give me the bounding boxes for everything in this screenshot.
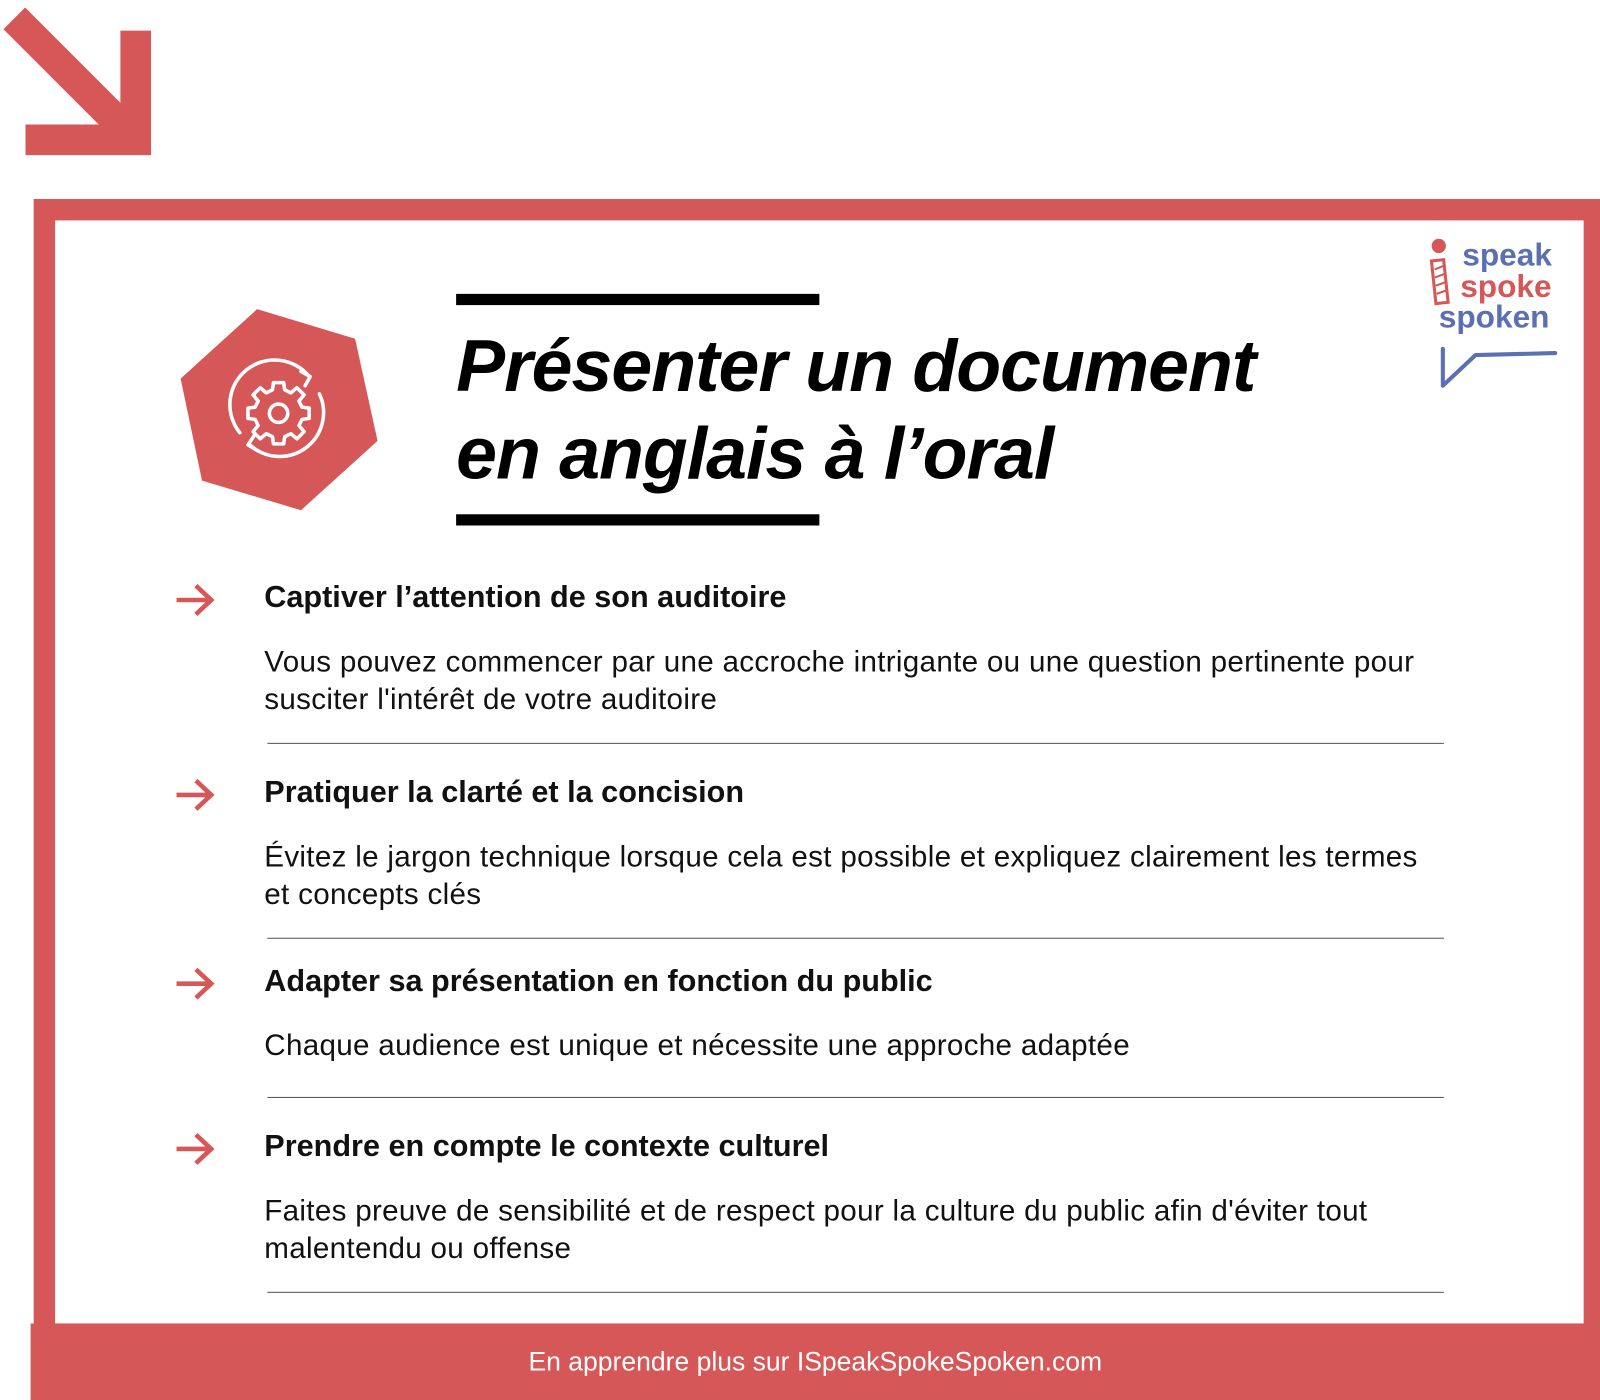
page-title-line1: Présenter un document	[456, 325, 1256, 408]
title-bottom-rule	[456, 514, 819, 525]
footer-text[interactable]: En apprendre plus sur ISpeakSpokeSpoken.com	[528, 1345, 1103, 1377]
item-body: Faites preuve de sensibilité et de respect pour la culture du public afin d'éviter tout malentendu ou offense	[264, 1194, 1368, 1266]
item-body: Vous pouvez commencer par une accroche intrigante ou une question pertinente pour susciter l'intérêt de votre auditoire	[264, 645, 1415, 717]
item-heading: Pratiquer la clarté et la concision	[264, 775, 745, 810]
logo-i-icon	[1429, 237, 1460, 308]
divider	[267, 1292, 1444, 1293]
divider	[267, 938, 1444, 939]
footer-link[interactable]	[31, 1323, 1600, 1400]
item-heading: Adapter sa présentation en fonction du public	[264, 964, 933, 998]
item-body: Chaque audience est unique et nécessite une approche adaptée	[264, 1029, 1130, 1063]
page-title-line2: en anglais à l’oral	[456, 413, 1054, 495]
logo	[1429, 237, 1562, 390]
gear-refresh-icon	[173, 302, 387, 516]
logo-spoke: spoke	[1460, 268, 1552, 305]
logo-spoken: spoken	[1438, 298, 1550, 335]
arrow-right-icon	[173, 1132, 216, 1167]
item-body: Évitez le jargon technique lorsque cela est possible et expliquez clairement les termes et concepts clés	[264, 840, 1418, 912]
divider	[267, 743, 1444, 744]
item-heading: Prendre en compte le contexte culturel	[264, 1129, 830, 1164]
corner-arrow-icon	[0, 0, 163, 163]
arrow-right-icon	[173, 583, 216, 618]
speech-tail-icon	[1437, 345, 1559, 390]
arrow-right-icon	[173, 966, 216, 1001]
item-heading: Captiver l’attention de son auditoire	[264, 580, 787, 615]
logo-speak: speak	[1462, 236, 1552, 273]
arrow-right-icon	[173, 778, 216, 813]
divider	[267, 1097, 1444, 1098]
title-top-rule	[456, 294, 819, 305]
